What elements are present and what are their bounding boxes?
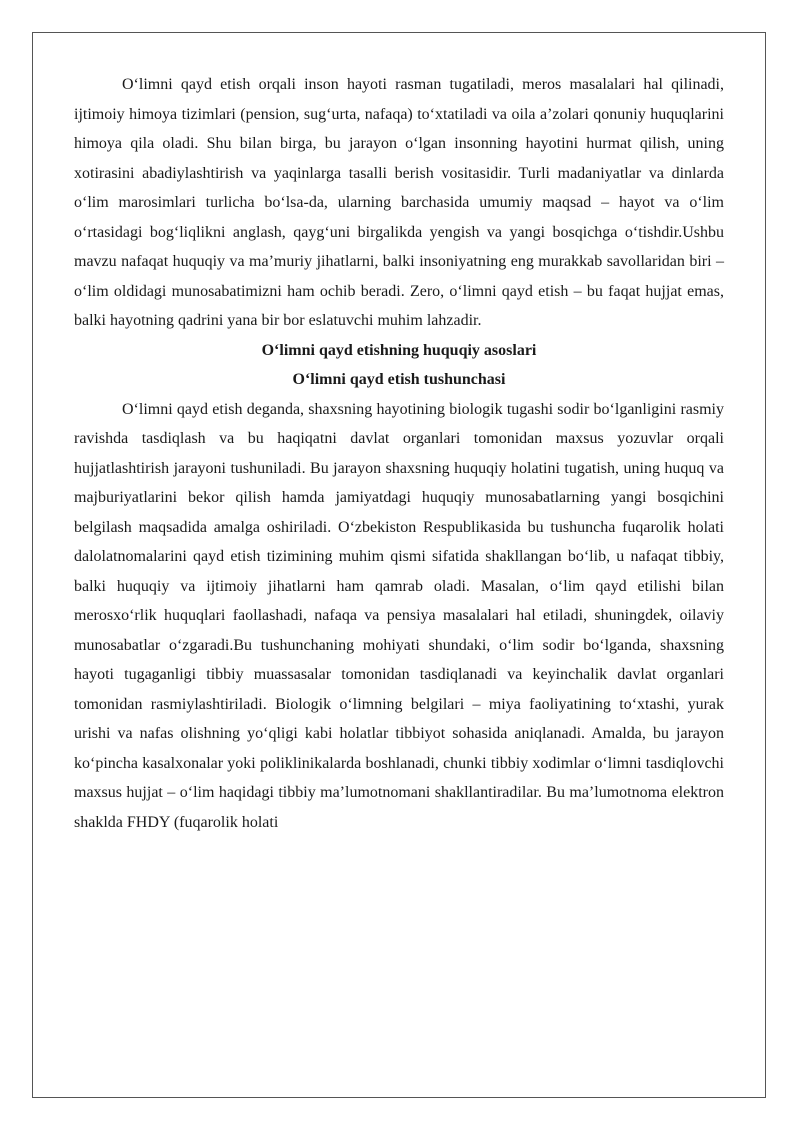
subsection-heading: O‘limni qayd etish tushunchasi [292,371,506,388]
document-body [74,70,724,837]
section-heading: O‘limni qayd etishning huquqiy asoslari [261,341,537,359]
paragraph-definition: O‘limni qayd etish deganda, shaxsning hayotining biologik tugashi sodir bo‘lganligini rasmiy ravishda tasdiqlash va bu haqiqatni davlat organlari tomonidan maxsus yozuvlar orqali hujjatlashtirish jarayoni tushuniladi. Bu jarayon shaxsning huquqiy holatini tugatish, uning huquq va majburiyatlarini bekor qilish hamda jamiyatdagi huquqiy munosabatlarning yangi bosqichini belgilash maqsadida amalga oshiriladi. O‘zbekiston Respublikasida bu tushuncha fuqarolik holati dalolatnomalarini qayd etish tizimining muhim qismi sifatida shakllangan bo‘lib, u nafaqat tibbiy, balki huquqiy va ijtimoiy jihatlarni ham qamrab oladi. Masalan, o‘lim qayd etilishi bilan merosxo‘rlik huquqlari faollashadi, nafaqa va pensiya masalalari hal etiladi, shuningdek, oilaviy munosabatlar o‘zgaradi.Bu tushunchaning mohiyati shundaki, o‘lim sodir bo‘lganda, shaxsning hayoti tugaganligi tibbiy muassasalar tomonidan tasdiqlanadi va keyinchalik davlat organlari tomonidan rasmiylashtiriladi. Biologik o‘limning belgilari – miya faoliyatining to‘xtashi, yurak urishi va nafas olishning yo‘qligi kabi holatlar tibbiyot sohasida aniqlanadi. Amalda, bu jarayon ko‘pincha kasalxonalar yoki poliklinikalarda boshlanadi, chunki tibbiy xodimlar o‘limni tasdiqlovchi maxsus hujjat – o‘lim haqidagi tibbiy ma’lumotnomani shakllantiradilar. Bu ma’lumotnoma elektron shaklda FHDY (fuqarolik holati [74,400,724,831]
paragraph-intro: O‘limni qayd etish orqali inson hayoti rasman tugatiladi, meros masalalari hal qilinadi, ijtimoiy himoya tizimlari (pension, sug‘urta, nafaqa) to‘xtatiladi va oila a’zolari qonuniy huquqlarini himoya qila oladi. Shu bilan birga, bu jarayon o‘lgan insonning hayotini hurmat qilish, uning xotirasini abadiylashtirish va yaqinlarga tasalli berish vositasidir. Turli madaniyatlar va dinlarda o‘lim marosimlari turlicha bo‘lsa-da, ularning barchasida umumiy maqsad – hayot va o‘lim o‘rtasidagi bog‘liqlikni anglash, qayg‘uni birgalikda yengish va yangi bosqichga o‘tishdir.Ushbu mavzu nafaqat huquqiy va ma’muriy jihatlarni, balki insoniyatning eng murakkab savollaridan biri – o‘lim oldidagi munosabatimizni ham ochib beradi. Zero, o‘limni qayd etish – bu faqat hujjat emas, balki hayotning qadrini yana bir bor eslatuvchi muhim lahzadir. [74,76,724,329]
